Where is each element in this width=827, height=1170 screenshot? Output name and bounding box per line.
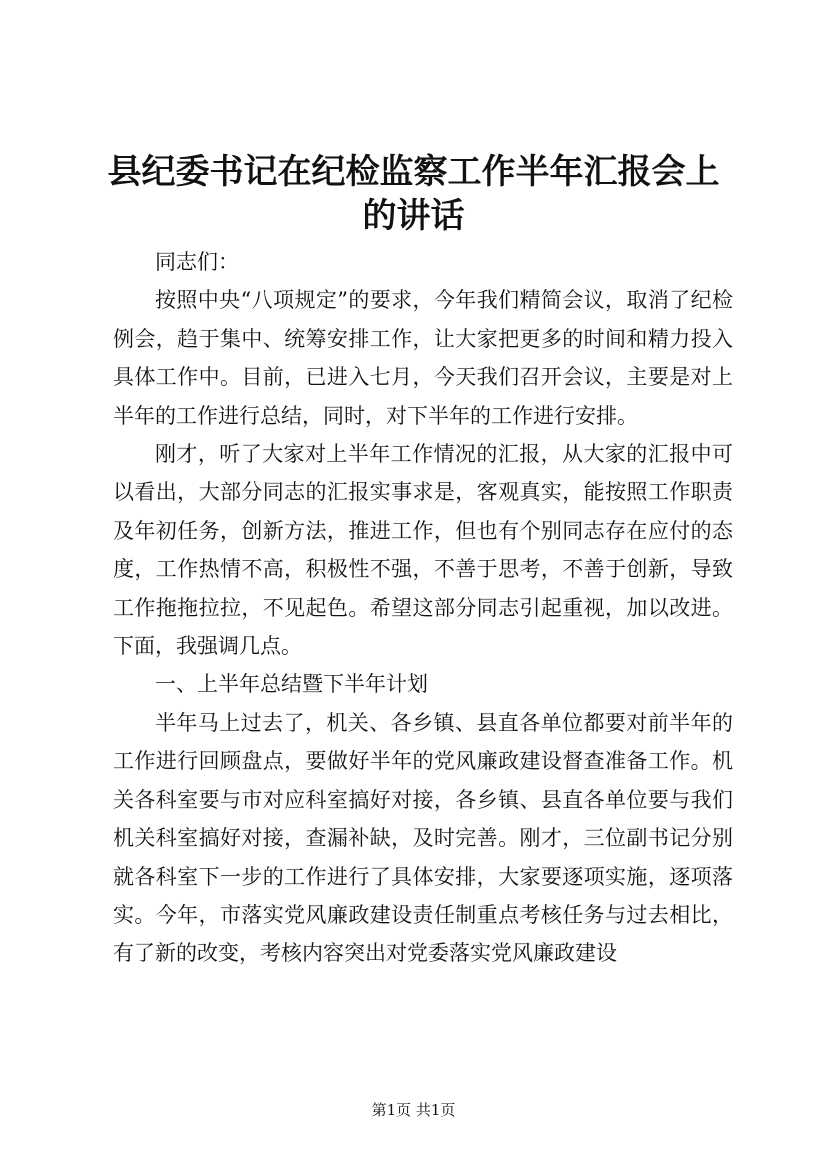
salutation-paragraph: 同志们： (155, 250, 239, 274)
body-paragraph: 半年马上过去了，机关、各乡镇、县直各单位都要对前半年的工作进行回顾盘点，要做好半年的党风廉政建设督查准备工作。机关各科室要与市对应科室搞好对接，各乡镇、县直各单位要与我们机关科室搞好对接，查漏补缺，及时完善。刚才，三位副书记分别就各科室下一步的工作进行了具体安排，大家要逐项实施，逐项落实。今年，市落实党风廉政建设责任制重点考核任务与过去相比，有了新的改变，考核内容突出对党委落实党风廉政建设 (113, 710, 733, 966)
document-body (113, 243, 733, 973)
body-paragraph: 按照中央“八项规定”的要求，今年我们精简会议，取消了纪检例会，趋于集中、统筹安排工作，让大家把更多的时间和精力投入具体工作中。目前，已进入七月，今天我们召开会议，主要是对上半年的工作进行总结，同时，对下半年的工作进行安排。 (113, 288, 733, 428)
page-footer: 第1页 共1页 (371, 1101, 456, 1119)
document-title: 县纪委书记在纪检监察工作半年汇报会上的讲话 (107, 152, 720, 236)
section-heading: 一、上半年总结暨下半年计划 (155, 672, 428, 697)
body-paragraph: 刚才，听了大家对上半年工作情况的汇报，从大家的汇报中可以看出，大部分同志的汇报实事求是，客观真实，能按照工作职责及年初任务，创新方法，推进工作，但也有个别同志存在应付的态度，工作热情不高，积极性不强，不善于思考，不善于创新，导致工作拖拖拉拉，不见起色。希望这部分同志引起重视，加以改进。下面，我强调几点。 (113, 442, 733, 659)
